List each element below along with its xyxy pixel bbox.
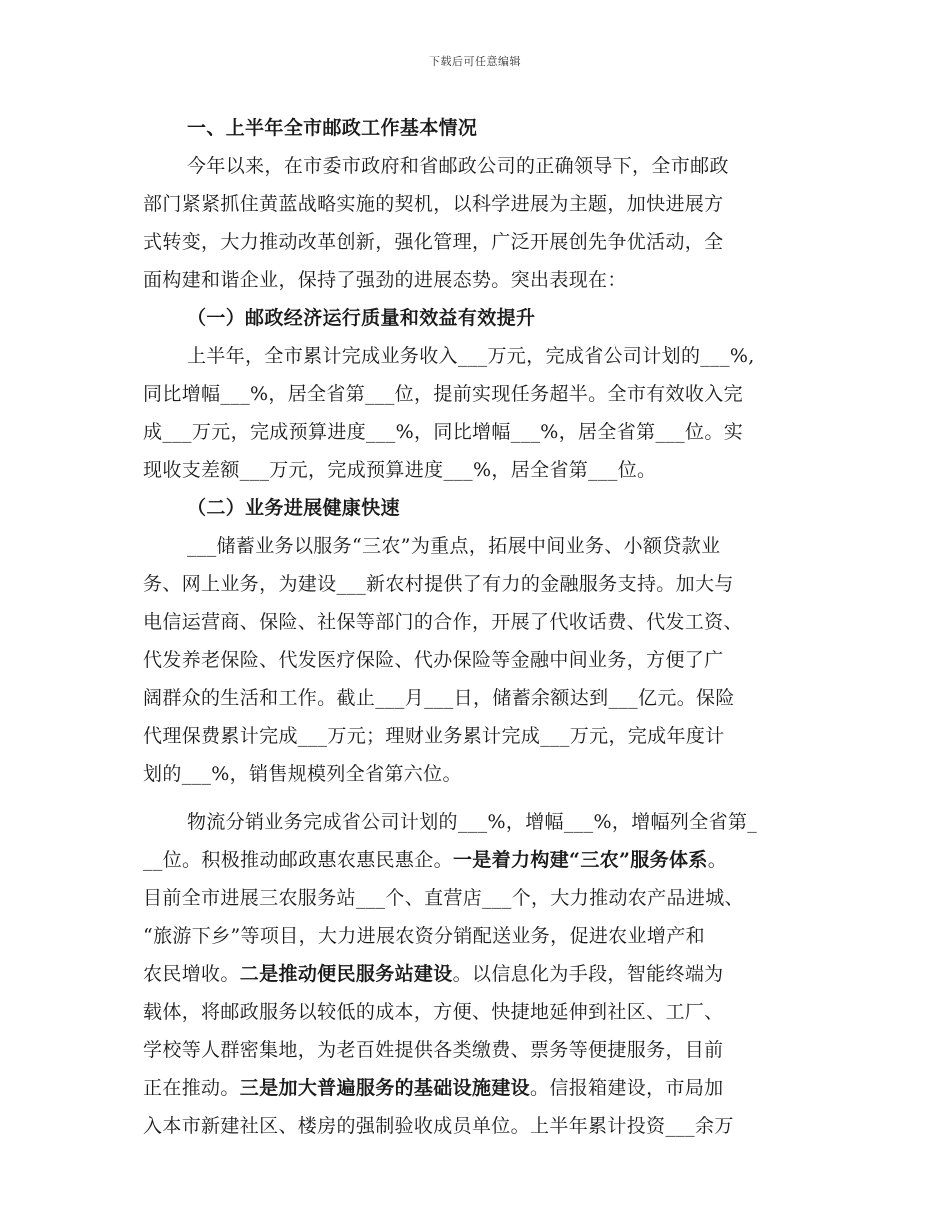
- paragraph-line: 上半年，全市累计完成业务收入___万元，完成省公司计划的___%,: [187, 345, 755, 367]
- paragraph-line: 阔群众的生活和工作。截止___月___日，储蓄余额达到___亿元。保险: [143, 687, 735, 709]
- paragraph-line: 部门紧紧抓住黄蓝战略实施的契机，以科学进展为主题，加快进展方: [143, 193, 724, 215]
- paragraph-line: 电信运营商、保险、社保等部门的合作，开展了代收话费、代发工资、: [143, 611, 743, 633]
- paragraph-line: [143, 841, 809, 879]
- paragraph-line: 现收支差额___万元，完成预算进度___%，居全省第___位。: [143, 459, 657, 481]
- paragraph-line: 式转变，大力推动改革创新，强化管理，广泛开展创先争优活动，全: [143, 231, 724, 253]
- paragraph-line: 务、网上业务，为建设___新农村提供了有力的金融服务支持。加大与: [143, 573, 734, 595]
- text-run: 。: [707, 849, 728, 871]
- page-header: 下载后可任意编辑: [429, 55, 521, 68]
- paragraph-line: 面构建和谐企业，保持了强劲的进展态势。突出表现在：: [143, 269, 627, 291]
- paragraph-line: 成___万元，完成预算进度___%，同比增幅___%，居全省第___位。实: [143, 421, 744, 443]
- text-run: 农民增收。: [143, 963, 240, 985]
- emphasis-text: 三是加大普遍服务的基础设施建设: [239, 1077, 531, 1099]
- paragraph-line: 学校等人群密集地，为老百姓提供各类缴费、票务等便捷服务，目前: [143, 1039, 724, 1061]
- paragraph-line: 代发养老保险、代发医疗保险、代办保险等金融中间业务，方便了广: [143, 649, 724, 671]
- text-run: 。信报箱建设，市局加: [530, 1077, 724, 1099]
- paragraph-line: [143, 955, 809, 993]
- section-heading: 一、上半年全市邮政工作基本情况: [187, 117, 478, 139]
- paragraph-line: ___储蓄业务以服务“三农”为重点，拓展中间业务、小额贷款业: [187, 535, 721, 557]
- paragraph-line: [143, 1069, 809, 1107]
- paragraph-line: 今年以来，在市委市政府和省邮政公司的正确领导下，全市邮政: [187, 155, 729, 177]
- paragraph-line: “旅游下乡”等项目，大力进展农资分销配送业务，促进农业增产和: [143, 925, 705, 947]
- paragraph-line: 目前全市进展三农服务站___个、直营店___个，大力推动农产品进城、: [143, 887, 744, 909]
- text-run: 。以信息化为手段，智能终端为: [452, 963, 724, 985]
- emphasis-text: 一是着力构建“三农”服务体系: [452, 849, 708, 871]
- paragraph-line: 同比增幅___%，居全省第___位，提前实现任务超半。全市有效收入完: [143, 383, 743, 405]
- emphasis-text: 二是推动便民服务站建设: [239, 963, 453, 985]
- paragraph-line: 划的___%，销售规模列全省第六位。: [143, 763, 462, 785]
- subsection-heading: （一）邮政经济运行质量和效益有效提升: [187, 307, 536, 329]
- paragraph-line: 载体，将邮政服务以较低的成本，方便、快捷地延伸到社区、工厂、: [143, 1001, 724, 1023]
- text-run: 正在推动。: [143, 1077, 240, 1099]
- text-run: __位。积极推动邮政惠农惠民惠企。: [143, 849, 453, 871]
- subsection-heading: （二）业务进展健康快速: [187, 497, 400, 519]
- paragraph-line: 代理保费累计完成___万元；理财业务累计完成___万元，完成年度计: [143, 725, 725, 747]
- paragraph-line: 入本市新建社区、楼房的强制验收成员单位。上半年累计投资___余万: [143, 1115, 734, 1137]
- paragraph-line: 物流分销业务完成省公司计划的___%，增幅___%，增幅列全省第_: [187, 811, 758, 833]
- document-body: [143, 109, 809, 1145]
